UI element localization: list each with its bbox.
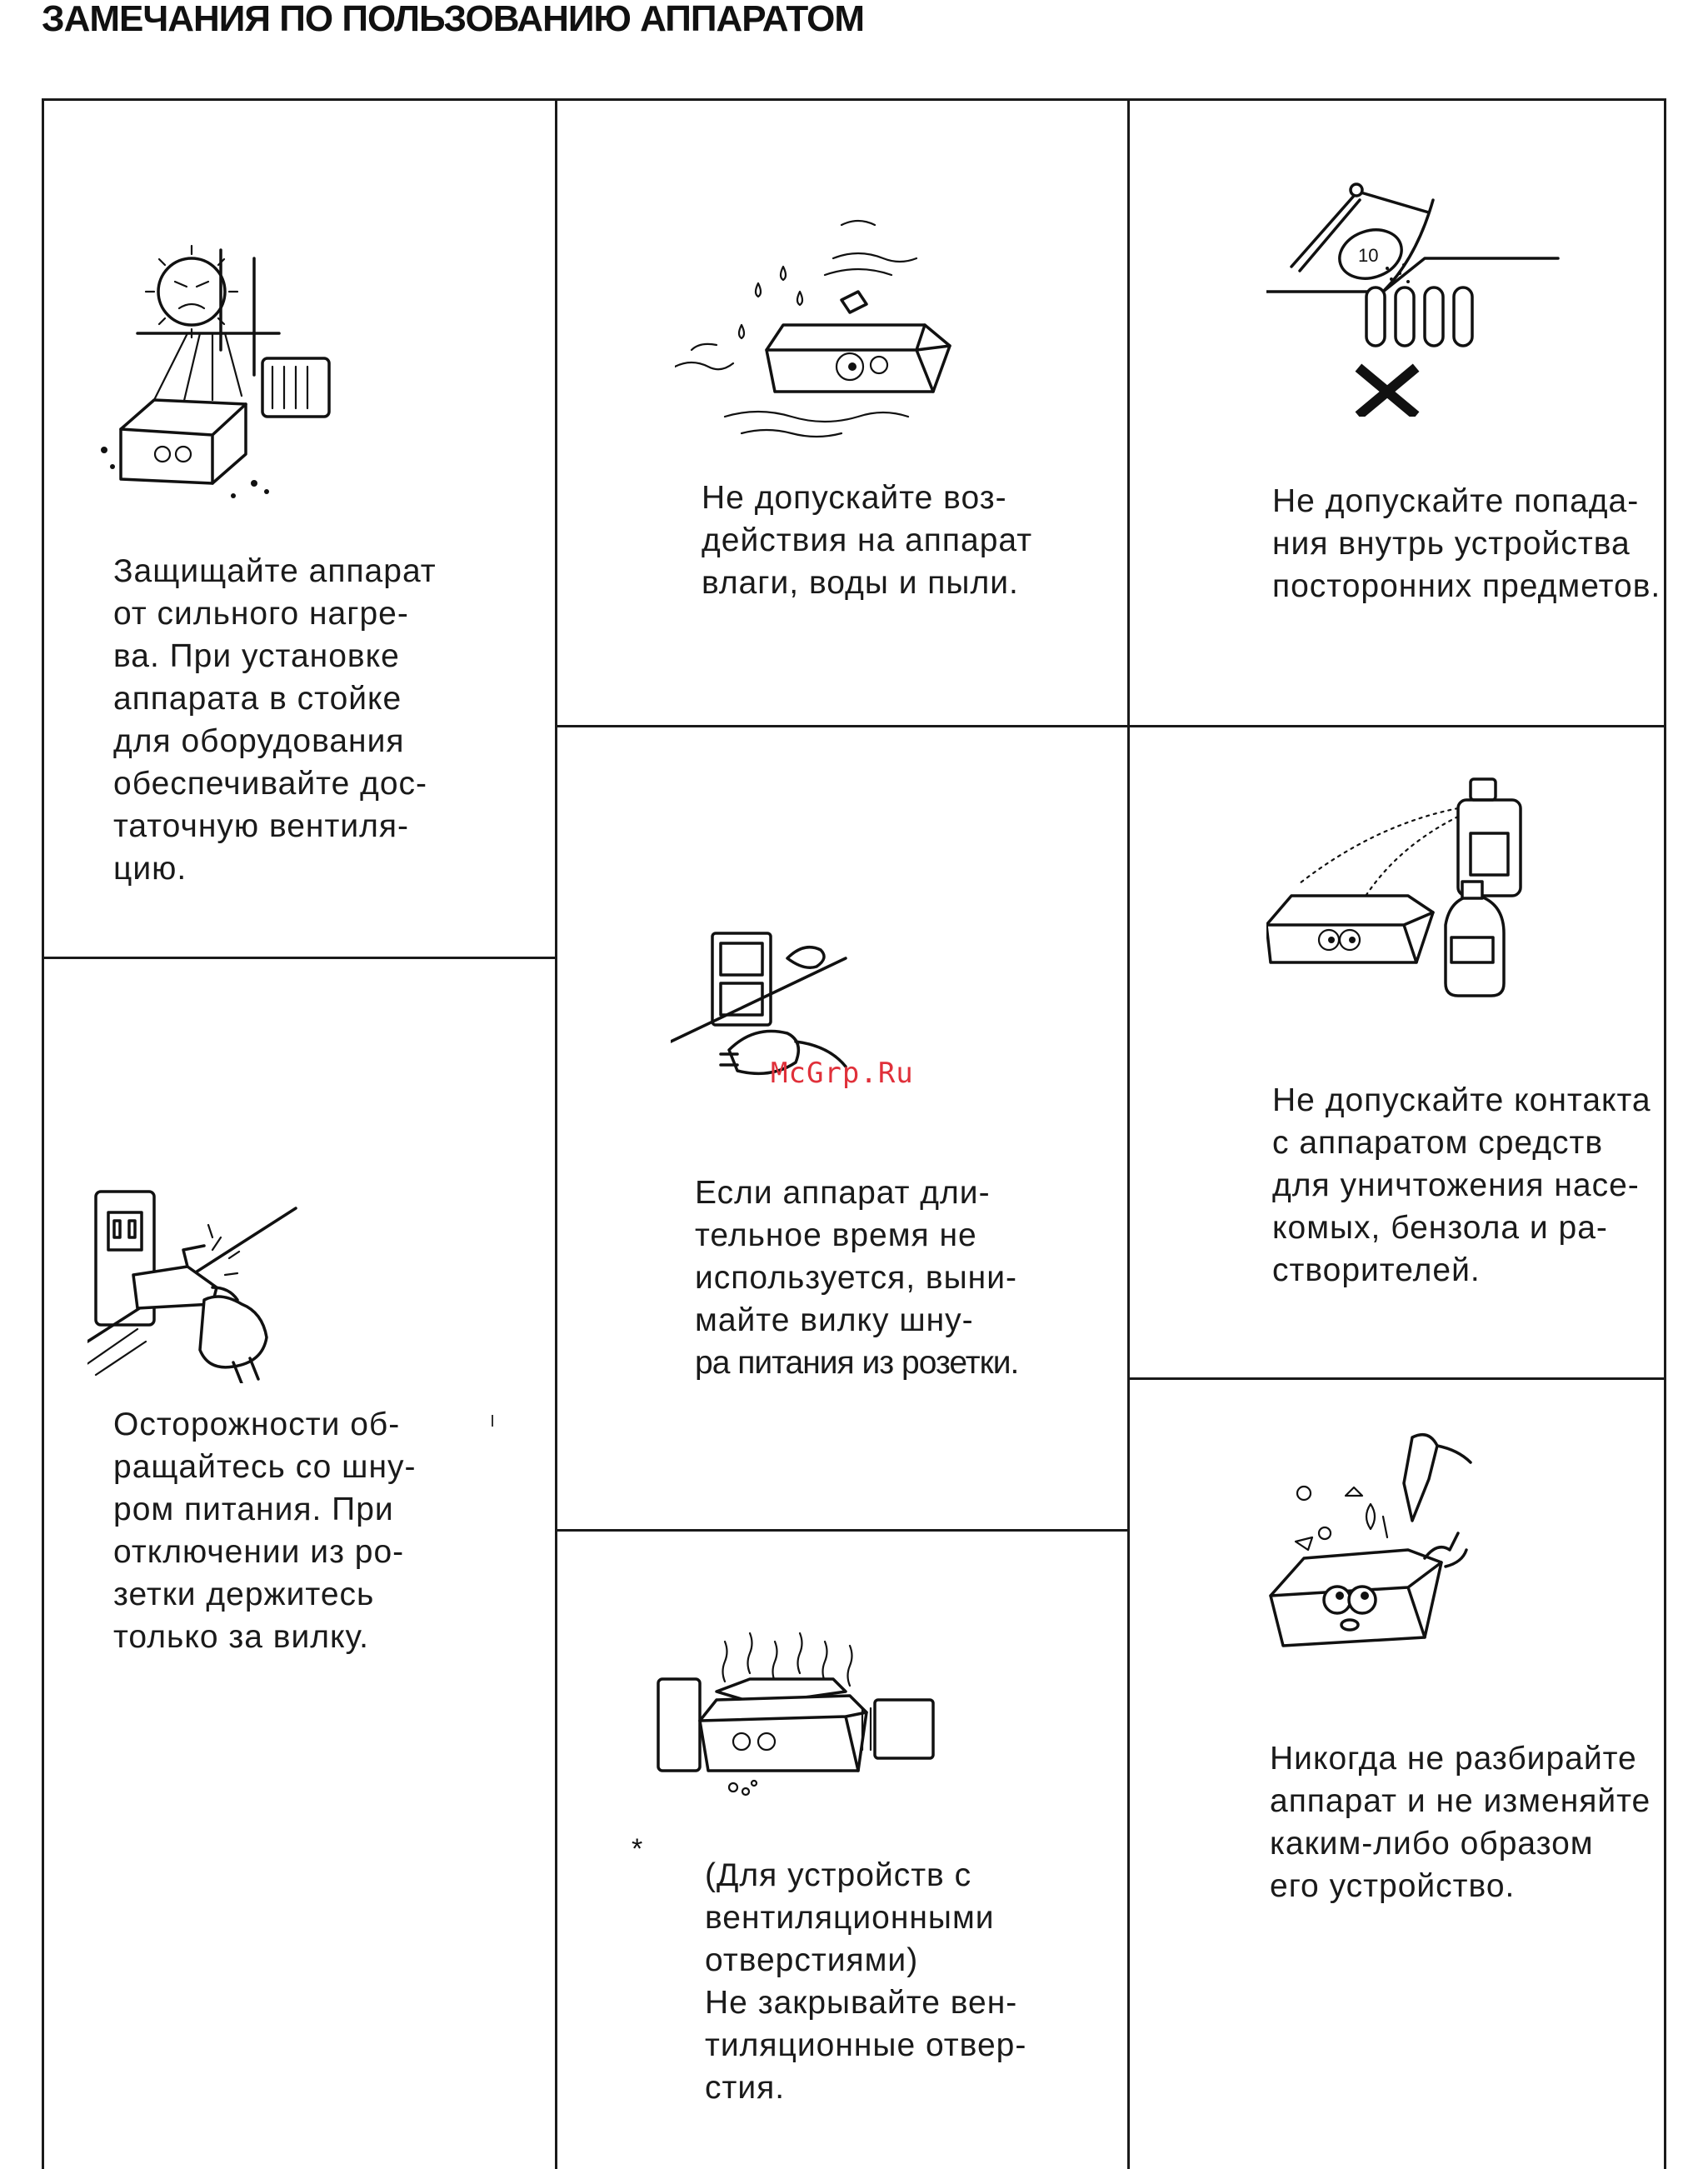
text-line: ва. При установке [113,638,400,674]
text-line: обеспечивайте дос- [113,766,428,802]
grid-row-divider-right-2 [1127,1377,1666,1380]
watermark: McGrp.Ru [771,1057,914,1090]
text-line: посторонних предметов. [1272,568,1661,604]
notice-cord-text [113,1403,417,1658]
text-line: Не допускайте воз- [702,480,1007,516]
text-line: (Для устройств с [705,1857,972,1893]
foreign-objects-icon [1266,175,1566,417]
svg-text:10: 10 [1358,245,1379,266]
grid-left-border [42,98,44,2169]
text-line: комых, бензола и ра- [1272,1210,1608,1246]
text-line: Не допускайте контакта [1272,1082,1651,1118]
text-line: аппарат и не изменяйте [1270,1783,1651,1819]
text-line: Защищайте аппарат [113,553,437,589]
text-line: отключении из ро- [113,1534,405,1570]
text-line: только за вилку. [113,1619,369,1655]
text-line: для уничтожения насе- [1272,1167,1640,1203]
text-line: от сильного нагре- [113,596,409,632]
grid-column-divider-2 [1127,98,1130,2169]
text-line: аппарата в стойке [113,681,402,717]
text-line: влаги, воды и пыли. [702,565,1019,601]
text-line: майте вилку шну- [695,1302,974,1338]
text-line: стия. [705,2070,786,2106]
text-line: каким-либо образом [1270,1826,1594,1862]
text-line: для оборудования [113,723,405,759]
text-line: действия на аппарат [702,522,1033,558]
text-line: используется, выни- [695,1260,1017,1296]
text-line: отверстиями) [705,1942,919,1978]
grid-row-divider-mid-2 [555,1529,1130,1532]
spray-can-icon [1266,775,1541,1008]
text-line: Не допускайте попада- [1272,483,1640,519]
text-line: Не закрывайте вен- [705,1985,1018,2021]
grid-column-divider-1 [555,98,557,2169]
text-line: таточную вентиля- [113,808,409,844]
text-line: ращайтесь со шну- [113,1449,417,1485]
notice-vents-text [705,1854,1026,2109]
text-line: Осторожности об- [113,1407,401,1442]
text-line: ром питания. При [113,1492,394,1527]
grid-row-divider-right-1 [1127,725,1666,727]
text-line: тельное время не [695,1217,977,1253]
text-line: Если аппарат дли- [695,1175,991,1211]
text-line: вентиляционными [705,1900,995,1936]
cord-outlet-icon [87,1175,304,1383]
text-line: тиляционные отвер- [705,2027,1027,2063]
text-line: Никогда не разбирайте [1270,1741,1637,1777]
footnote-asterisk: * [632,1833,643,1865]
text-line: с аппаратом средств [1272,1125,1604,1161]
notice-heat-text [113,550,437,890]
text-line: его устройство. [1270,1868,1516,1904]
notice-unplug-text [695,1172,1018,1384]
covered-vents-icon [650,1625,941,1800]
grid-row-divider-mid-1 [555,725,1130,727]
text-line: ра питания из розетки. [695,1345,1019,1381]
margin-tick [492,1415,493,1427]
notice-objects-text [1272,480,1661,607]
sun-heat-icon [87,242,362,508]
page-title: ЗАМЕЧАНИЯ ПО ПОЛЬЗОВАНИЮ АППАРАТОМ [42,0,865,39]
water-dust-icon [675,200,983,450]
screwdriver-icon [1266,1425,1483,1667]
grid-row-divider-left [42,957,557,959]
text-line: створителей. [1272,1252,1481,1288]
text-line: зетки держитесь [113,1577,375,1612]
notice-chemicals-text [1272,1079,1651,1292]
notice-disassemble-text [1270,1737,1651,1907]
text-line: ния внутрь устройства [1272,526,1631,562]
text-line: цию. [113,851,187,887]
grid-right-border [1664,98,1666,2169]
notice-moisture-text [702,477,1032,604]
grid-top-border [42,98,1666,101]
